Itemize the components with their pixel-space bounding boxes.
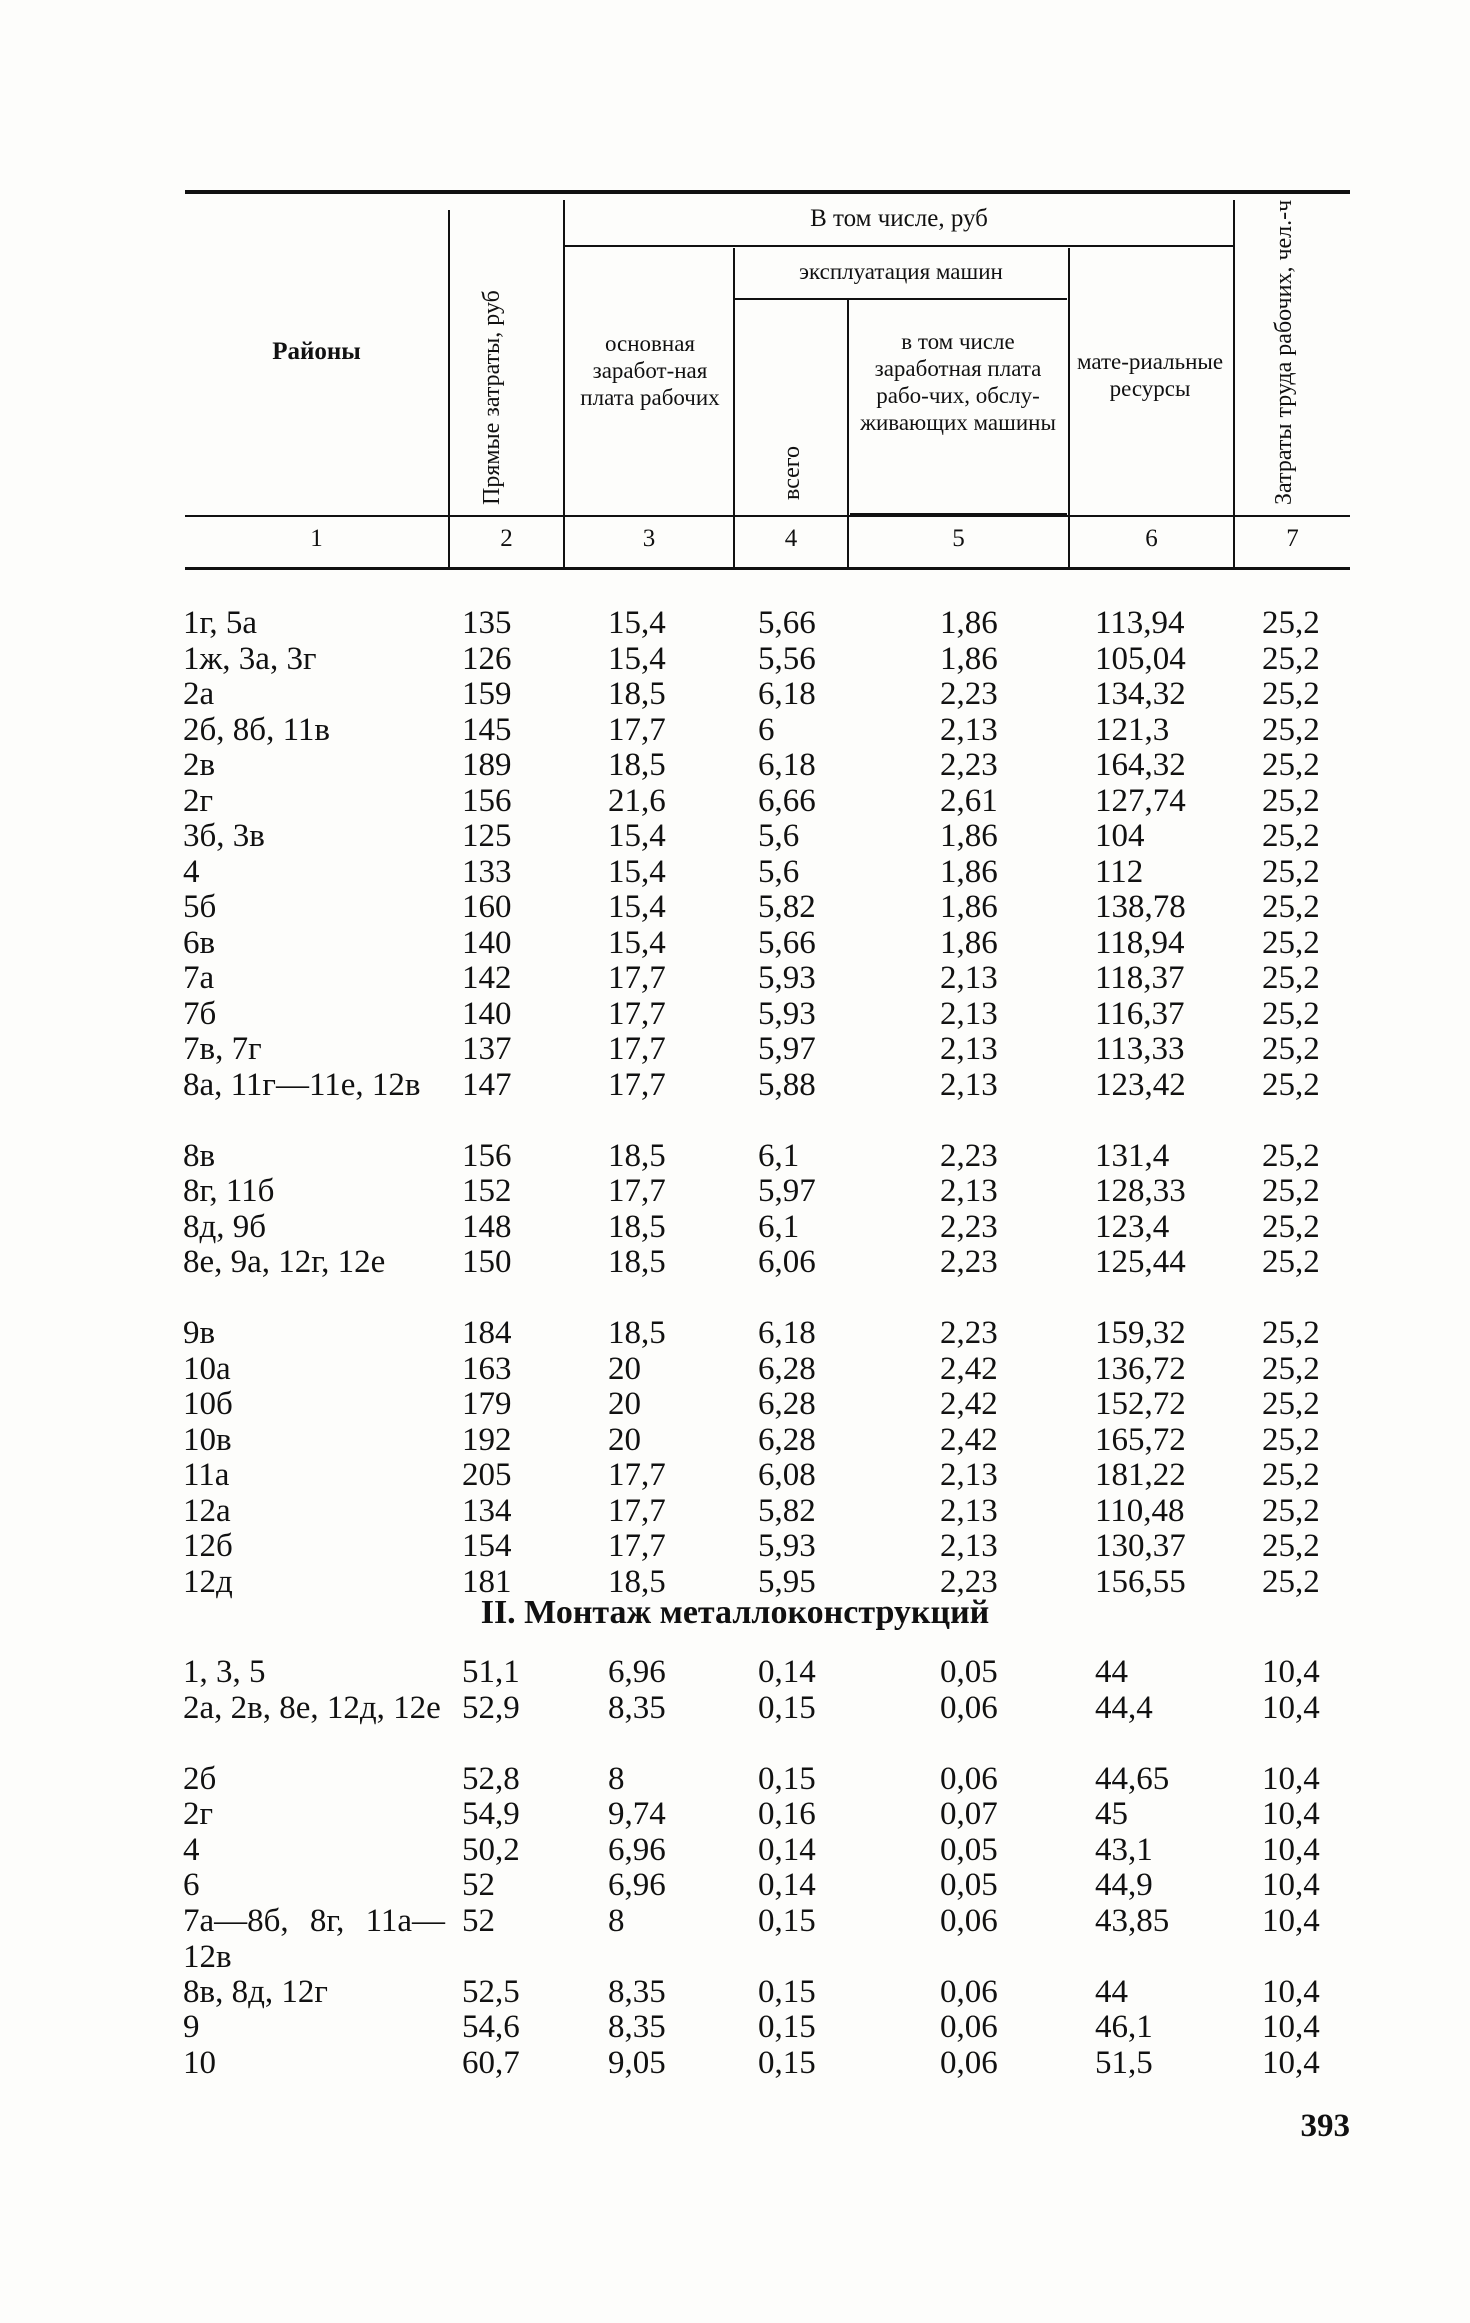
cell-c2: 54,6	[462, 2009, 520, 2045]
district-name: 11а	[183, 1457, 230, 1493]
district-name: 2а	[183, 676, 215, 712]
cell-c2: 181	[462, 1563, 512, 1600]
cell-c6: 118,94	[1095, 924, 1185, 961]
cell-c6: 51,5	[1095, 2044, 1153, 2081]
cell-c2: 54,9	[462, 1796, 520, 1832]
section2-title: II. Монтаж металлоконструкций	[480, 1594, 990, 1631]
cell-c6: 127,74	[1095, 782, 1186, 819]
cell-c4: 5,88	[758, 1066, 816, 1103]
cell-c2: 135	[462, 605, 512, 641]
cell-c6: 110,48	[1095, 1492, 1185, 1529]
cell-c6: 113,94	[1095, 605, 1185, 641]
district-name: 7б	[183, 995, 217, 1032]
numbers-bottom-rule	[185, 567, 1350, 570]
cell-c5: 2,61	[940, 782, 998, 819]
cell-c3: 21,6	[608, 782, 666, 819]
district-name: 12а	[183, 1492, 231, 1529]
cell-c3: 20	[608, 1350, 641, 1387]
cell-c4: 5,93	[758, 995, 816, 1032]
cell-c4: 5,93	[758, 960, 816, 996]
cell-c6: 44	[1095, 1654, 1128, 1690]
cell-c3: 17,7	[608, 1031, 666, 1067]
cell-c2: 52	[462, 1867, 495, 1903]
cell-c3: 6,96	[608, 1654, 666, 1690]
cell-c6: 45	[1095, 1796, 1128, 1832]
cell-c3: 15,4	[608, 640, 666, 677]
cell-c3: 9,74	[608, 1796, 666, 1832]
col-osnovnaya-header: основная заработ-ная плата рабочих	[580, 331, 720, 410]
cell-c2: 133	[462, 853, 512, 890]
cell-c7: 25,2	[1262, 1031, 1320, 1067]
zp-rule	[850, 513, 1067, 515]
cell-c3: 15,4	[608, 924, 666, 961]
cell-c5: 0,05	[940, 1867, 998, 1903]
cell-c4: 5,82	[758, 889, 816, 925]
cell-c5: 0,06	[940, 1902, 998, 1939]
cell-c3: 6,96	[608, 1867, 666, 1903]
cell-c5: 1,86	[940, 889, 998, 925]
cell-c7: 25,2	[1262, 1066, 1320, 1103]
cell-c4: 6,28	[758, 1350, 816, 1387]
col-number-6: 6	[1145, 525, 1158, 552]
cell-c5: 0,05	[940, 1831, 998, 1868]
header-top-rule	[185, 190, 1350, 194]
cell-c5: 2,13	[940, 1066, 998, 1103]
col-number-1: 1	[310, 525, 323, 552]
cell-c4: 0,14	[758, 1654, 816, 1690]
col-pryamye-header: Прямые затраты, руб	[479, 290, 505, 505]
cell-c5: 0,05	[940, 1654, 998, 1690]
cell-c5: 2,42	[940, 1350, 998, 1387]
cell-c5: 2,42	[940, 1421, 998, 1458]
district-name: 8е, 9а, 12г, 12е	[183, 1244, 386, 1280]
cell-c5: 2,13	[940, 1031, 998, 1067]
cell-c3: 17,7	[608, 960, 666, 996]
cell-c2: 50,2	[462, 1831, 520, 1868]
cell-c7: 25,2	[1262, 1208, 1320, 1245]
col-rayony-header: Районы	[272, 338, 361, 365]
vline-2	[563, 200, 565, 568]
cell-c5: 2,23	[940, 1244, 998, 1280]
cell-c3: 17,7	[608, 995, 666, 1032]
cell-c3: 18,5	[608, 747, 666, 783]
cell-c6: 112	[1095, 853, 1144, 890]
cell-c5: 2,23	[940, 1208, 998, 1245]
cell-c5: 2,23	[940, 1315, 998, 1351]
cell-c5: 2,13	[940, 1457, 998, 1493]
district-name: 2г	[183, 1796, 214, 1832]
cell-c3: 8,35	[608, 2009, 666, 2045]
cell-c3: 8	[608, 1902, 625, 1939]
cell-c5: 0,06	[940, 1689, 998, 1726]
cell-c5: 2,13	[940, 1173, 998, 1209]
cell-c3: 8,35	[608, 1689, 666, 1726]
cell-c2: 152	[462, 1173, 512, 1209]
cell-c5: 2,13	[940, 960, 998, 996]
cell-c4: 0,14	[758, 1831, 816, 1868]
cell-c7: 25,2	[1262, 1137, 1320, 1174]
cell-c4: 6,18	[758, 676, 816, 712]
cell-c6: 125,44	[1095, 1244, 1186, 1280]
district-name: 2б	[183, 1760, 217, 1797]
district-name: 8в	[183, 1137, 216, 1174]
cell-c6: 104	[1095, 818, 1145, 854]
cell-c4: 5,6	[758, 818, 800, 854]
col-ekspluatatsiya-header: эксплуатация машин	[799, 259, 1003, 284]
cell-c6: 136,72	[1095, 1350, 1186, 1387]
cell-c2: 156	[462, 782, 512, 819]
district-name: 12д	[183, 1563, 233, 1600]
cell-c4: 5,66	[758, 605, 816, 641]
cell-c7: 10,4	[1262, 1867, 1320, 1903]
district-name: 9	[183, 2009, 200, 2045]
cell-c4: 5,56	[758, 640, 816, 677]
cell-c7: 25,2	[1262, 889, 1320, 925]
cell-c3: 18,5	[608, 1244, 666, 1280]
cell-c2: 189	[462, 747, 512, 783]
cell-c2: 51,1	[462, 1654, 520, 1690]
cell-c7: 25,2	[1262, 818, 1320, 854]
cell-c7: 25,2	[1262, 1528, 1320, 1564]
cell-c2: 137	[462, 1031, 512, 1067]
cell-c4: 6,18	[758, 1315, 816, 1351]
cell-c6: 44	[1095, 1973, 1128, 2010]
cell-c7: 25,2	[1262, 1457, 1320, 1493]
cell-c3: 6,96	[608, 1831, 666, 1868]
cell-c5: 1,86	[940, 924, 998, 961]
cell-c4: 6,08	[758, 1457, 816, 1493]
cell-c7: 25,2	[1262, 1315, 1320, 1351]
cell-c7: 25,2	[1262, 1386, 1320, 1422]
cell-c2: 52	[462, 1902, 495, 1939]
cell-c3: 20	[608, 1421, 641, 1458]
cell-c5: 1,86	[940, 605, 998, 641]
cell-c7: 25,2	[1262, 605, 1320, 641]
cell-c4: 0,15	[758, 1902, 816, 1939]
vline-6	[1233, 200, 1235, 568]
ekspluatatsiya-rule	[735, 298, 1067, 300]
vline-3	[733, 248, 735, 568]
cell-c7: 25,2	[1262, 747, 1320, 783]
cell-c2: 159	[462, 676, 512, 712]
district-name: 1г, 5а	[183, 605, 257, 641]
cell-c3: 18,5	[608, 676, 666, 712]
cell-c3: 9,05	[608, 2044, 666, 2081]
district-name: 10	[183, 2044, 216, 2081]
cell-c4: 6,18	[758, 747, 816, 783]
district-name: 4	[183, 1831, 200, 1868]
cell-c7: 25,2	[1262, 1563, 1320, 1600]
col-materialnye-header: мате-риальные ресурсы	[1076, 349, 1224, 401]
cell-c5: 2,23	[940, 1563, 998, 1600]
cell-c7: 10,4	[1262, 1973, 1320, 2010]
cell-c4: 5,95	[758, 1563, 816, 1600]
cell-c3: 8,35	[608, 1973, 666, 2010]
cell-c2: 52,9	[462, 1689, 520, 1726]
district-name: 2а, 2в, 8е, 12д, 12е	[183, 1689, 441, 1726]
cell-c2: 145	[462, 711, 512, 748]
cell-c2: 52,8	[462, 1760, 520, 1797]
cell-c6: 164,32	[1095, 747, 1186, 783]
cell-c2: 142	[462, 960, 512, 996]
col-zatraty-truda-header: Затраты труда рабочих, чел.-ч	[1271, 199, 1297, 505]
district-name: 7а	[183, 960, 215, 996]
cell-c5: 2,42	[940, 1386, 998, 1422]
cell-c7: 25,2	[1262, 640, 1320, 677]
district-name: 4	[183, 853, 200, 890]
district-name: 2б, 8б, 11в	[183, 711, 330, 748]
cell-c6: 134,32	[1095, 676, 1186, 712]
cell-c5: 0,06	[940, 1760, 998, 1797]
header-bottom-rule	[185, 515, 1350, 517]
cell-c3: 18,5	[608, 1563, 666, 1600]
cell-c7: 10,4	[1262, 1796, 1320, 1832]
cell-c4: 6,06	[758, 1244, 816, 1280]
cell-c3: 15,4	[608, 853, 666, 890]
cell-c4: 0,14	[758, 1867, 816, 1903]
cell-c7: 25,2	[1262, 676, 1320, 712]
cell-c4: 0,15	[758, 1973, 816, 2010]
cell-c6: 181,22	[1095, 1457, 1186, 1493]
district-name: 9в	[183, 1315, 216, 1351]
cell-c7: 10,4	[1262, 1831, 1320, 1868]
cell-c3: 15,4	[608, 818, 666, 854]
cell-c6: 116,37	[1095, 995, 1185, 1032]
cell-c6: 44,4	[1095, 1689, 1153, 1726]
cell-c7: 10,4	[1262, 1654, 1320, 1690]
cell-c7: 25,2	[1262, 1421, 1320, 1458]
cell-c2: 134	[462, 1492, 512, 1529]
col-number-5: 5	[952, 525, 965, 552]
cell-c3: 18,5	[608, 1137, 666, 1174]
cell-c3: 17,7	[608, 1492, 666, 1529]
cell-c4: 6,1	[758, 1137, 800, 1174]
cell-c3: 17,7	[608, 1173, 666, 1209]
cell-c6: 105,04	[1095, 640, 1186, 677]
cell-c5: 2,13	[940, 711, 998, 748]
cell-c4: 5,97	[758, 1173, 816, 1209]
cell-c4: 5,66	[758, 924, 816, 961]
cell-c4: 0,15	[758, 1760, 816, 1797]
cell-c3: 8	[608, 1760, 625, 1797]
cell-c2: 125	[462, 818, 512, 854]
page-number: 393	[1300, 2108, 1350, 2144]
cell-c7: 25,2	[1262, 1492, 1320, 1529]
col-number-2: 2	[500, 525, 513, 552]
cell-c2: 192	[462, 1421, 512, 1458]
cell-c2: 184	[462, 1315, 512, 1351]
cell-c7: 25,2	[1262, 924, 1320, 961]
cell-c2: 147	[462, 1066, 512, 1103]
cell-c6: 46,1	[1095, 2009, 1153, 2045]
cell-c2: 52,5	[462, 1973, 520, 2010]
district-name: 6	[183, 1867, 200, 1903]
district-name: 2в	[183, 747, 216, 783]
cell-c6: 123,4	[1095, 1208, 1170, 1245]
district-name: 8д, 9б	[183, 1208, 267, 1245]
cell-c6: 113,33	[1095, 1031, 1185, 1067]
cell-c7: 10,4	[1262, 2009, 1320, 2045]
cell-c2: 154	[462, 1528, 512, 1564]
district-name: 2г	[183, 782, 214, 819]
cell-c3: 18,5	[608, 1315, 666, 1351]
cell-c2: 160	[462, 889, 512, 925]
district-name: 10б	[183, 1386, 233, 1422]
district-name: 10в	[183, 1421, 232, 1458]
col-number-4: 4	[784, 525, 798, 552]
district-name: 8в, 8д, 12г	[183, 1973, 328, 2010]
cell-c3: 17,7	[608, 711, 666, 748]
col-number-3: 3	[642, 525, 656, 552]
cell-c4: 5,6	[758, 853, 800, 890]
cell-c4: 0,16	[758, 1796, 816, 1832]
cell-c7: 25,2	[1262, 1173, 1320, 1209]
cell-c6: 44,9	[1095, 1867, 1153, 1903]
district-name: 7в, 7г	[183, 1031, 262, 1067]
cell-c4: 6,66	[758, 782, 816, 819]
col-number-7: 7	[1286, 525, 1299, 552]
cell-c5: 2,13	[940, 995, 998, 1032]
cell-c7: 10,4	[1262, 2044, 1320, 2081]
cell-c4: 5,93	[758, 1528, 816, 1564]
cell-c7: 25,2	[1262, 1350, 1320, 1387]
cell-c5: 2,13	[940, 1492, 998, 1529]
cell-c5: 0,06	[940, 1973, 998, 2010]
cell-c2: 205	[462, 1457, 512, 1493]
col-vsego-header: всего	[779, 445, 805, 500]
cell-c7: 10,4	[1262, 1760, 1320, 1797]
cell-c2: 60,7	[462, 2044, 520, 2081]
cell-c2: 140	[462, 924, 512, 961]
cell-c6: 138,78	[1095, 889, 1186, 925]
cell-c6: 123,42	[1095, 1066, 1186, 1103]
district-name: 3б, 3в	[183, 818, 265, 854]
cell-c6: 152,72	[1095, 1386, 1186, 1422]
district-name: 8г, 11б	[183, 1173, 275, 1209]
cell-c4: 0,15	[758, 2009, 816, 2045]
cell-c6: 130,37	[1095, 1528, 1186, 1564]
cell-c7: 25,2	[1262, 995, 1320, 1032]
cell-c6: 159,32	[1095, 1315, 1186, 1351]
cell-c3: 18,5	[608, 1208, 666, 1245]
cell-c5: 1,86	[940, 853, 998, 890]
district-name: 8а, 11г—11е, 12в	[183, 1066, 421, 1103]
cell-c3: 17,7	[608, 1528, 666, 1564]
cell-c4: 6,28	[758, 1386, 816, 1422]
cell-c5: 2,23	[940, 1137, 998, 1174]
cell-c5: 1,86	[940, 640, 998, 677]
cell-c7: 25,2	[1262, 711, 1320, 748]
cell-c6: 118,37	[1095, 960, 1185, 996]
cell-c7: 25,2	[1262, 853, 1320, 890]
district-name: 1ж, 3а, 3г	[183, 640, 317, 677]
district-name: 7а—8б, 8г, 11а—12в	[183, 1902, 445, 1975]
cell-c4: 6	[758, 711, 775, 748]
district-name: 12б	[183, 1528, 233, 1564]
vline-1	[448, 210, 450, 568]
cell-c4: 6,28	[758, 1421, 816, 1458]
cell-c2: 148	[462, 1208, 512, 1245]
district-name: 10а	[183, 1350, 231, 1387]
cell-c6: 131,4	[1095, 1137, 1170, 1174]
cell-c7: 25,2	[1262, 1244, 1320, 1280]
cell-c4: 0,15	[758, 2044, 816, 2081]
cell-c2: 126	[462, 640, 512, 677]
district-name: 5б	[183, 889, 217, 925]
cell-c4: 5,97	[758, 1031, 816, 1067]
cell-c3: 17,7	[608, 1457, 666, 1493]
cell-c3: 20	[608, 1386, 641, 1422]
cell-c7: 10,4	[1262, 1689, 1320, 1726]
cell-c5: 2,13	[940, 1528, 998, 1564]
cell-c7: 25,2	[1262, 960, 1320, 996]
cell-c6: 44,65	[1095, 1760, 1170, 1797]
cell-c6: 43,1	[1095, 1831, 1153, 1868]
v-tom-chisle-rule	[563, 245, 1233, 247]
cell-c6: 121,3	[1095, 711, 1170, 748]
cell-c2: 150	[462, 1244, 512, 1280]
cell-c3: 15,4	[608, 605, 666, 641]
cell-c7: 25,2	[1262, 782, 1320, 819]
cell-c6: 156,55	[1095, 1563, 1186, 1600]
cell-c5: 1,86	[940, 818, 998, 854]
cell-c5: 0,07	[940, 1796, 998, 1832]
cell-c4: 6,1	[758, 1208, 800, 1245]
cell-c2: 163	[462, 1350, 512, 1387]
cell-c2: 156	[462, 1137, 512, 1174]
cell-c2: 140	[462, 995, 512, 1032]
district-name: 6в	[183, 924, 216, 961]
col-v-tom-chisle-zp-header: в том числе заработная плата рабо-чих, обслу-живающих машины	[860, 329, 1056, 435]
cell-c3: 17,7	[608, 1066, 666, 1103]
cell-c6: 43,85	[1095, 1902, 1170, 1939]
district-name: 1, 3, 5	[183, 1654, 266, 1690]
cell-c6: 165,72	[1095, 1421, 1186, 1458]
cell-c5: 0,06	[940, 2044, 998, 2081]
col-v-tom-chisle-header: В том числе, руб	[810, 205, 988, 232]
cell-c6: 128,33	[1095, 1173, 1186, 1209]
cell-c2: 179	[462, 1386, 512, 1422]
cell-c5: 0,06	[940, 2009, 998, 2045]
cell-c3: 15,4	[608, 889, 666, 925]
cell-c4: 5,82	[758, 1492, 816, 1529]
cell-c4: 0,15	[758, 1689, 816, 1726]
cell-c5: 2,23	[940, 747, 998, 783]
cell-c5: 2,23	[940, 676, 998, 712]
vline-5	[1068, 248, 1070, 568]
cell-c7: 10,4	[1262, 1902, 1320, 1939]
